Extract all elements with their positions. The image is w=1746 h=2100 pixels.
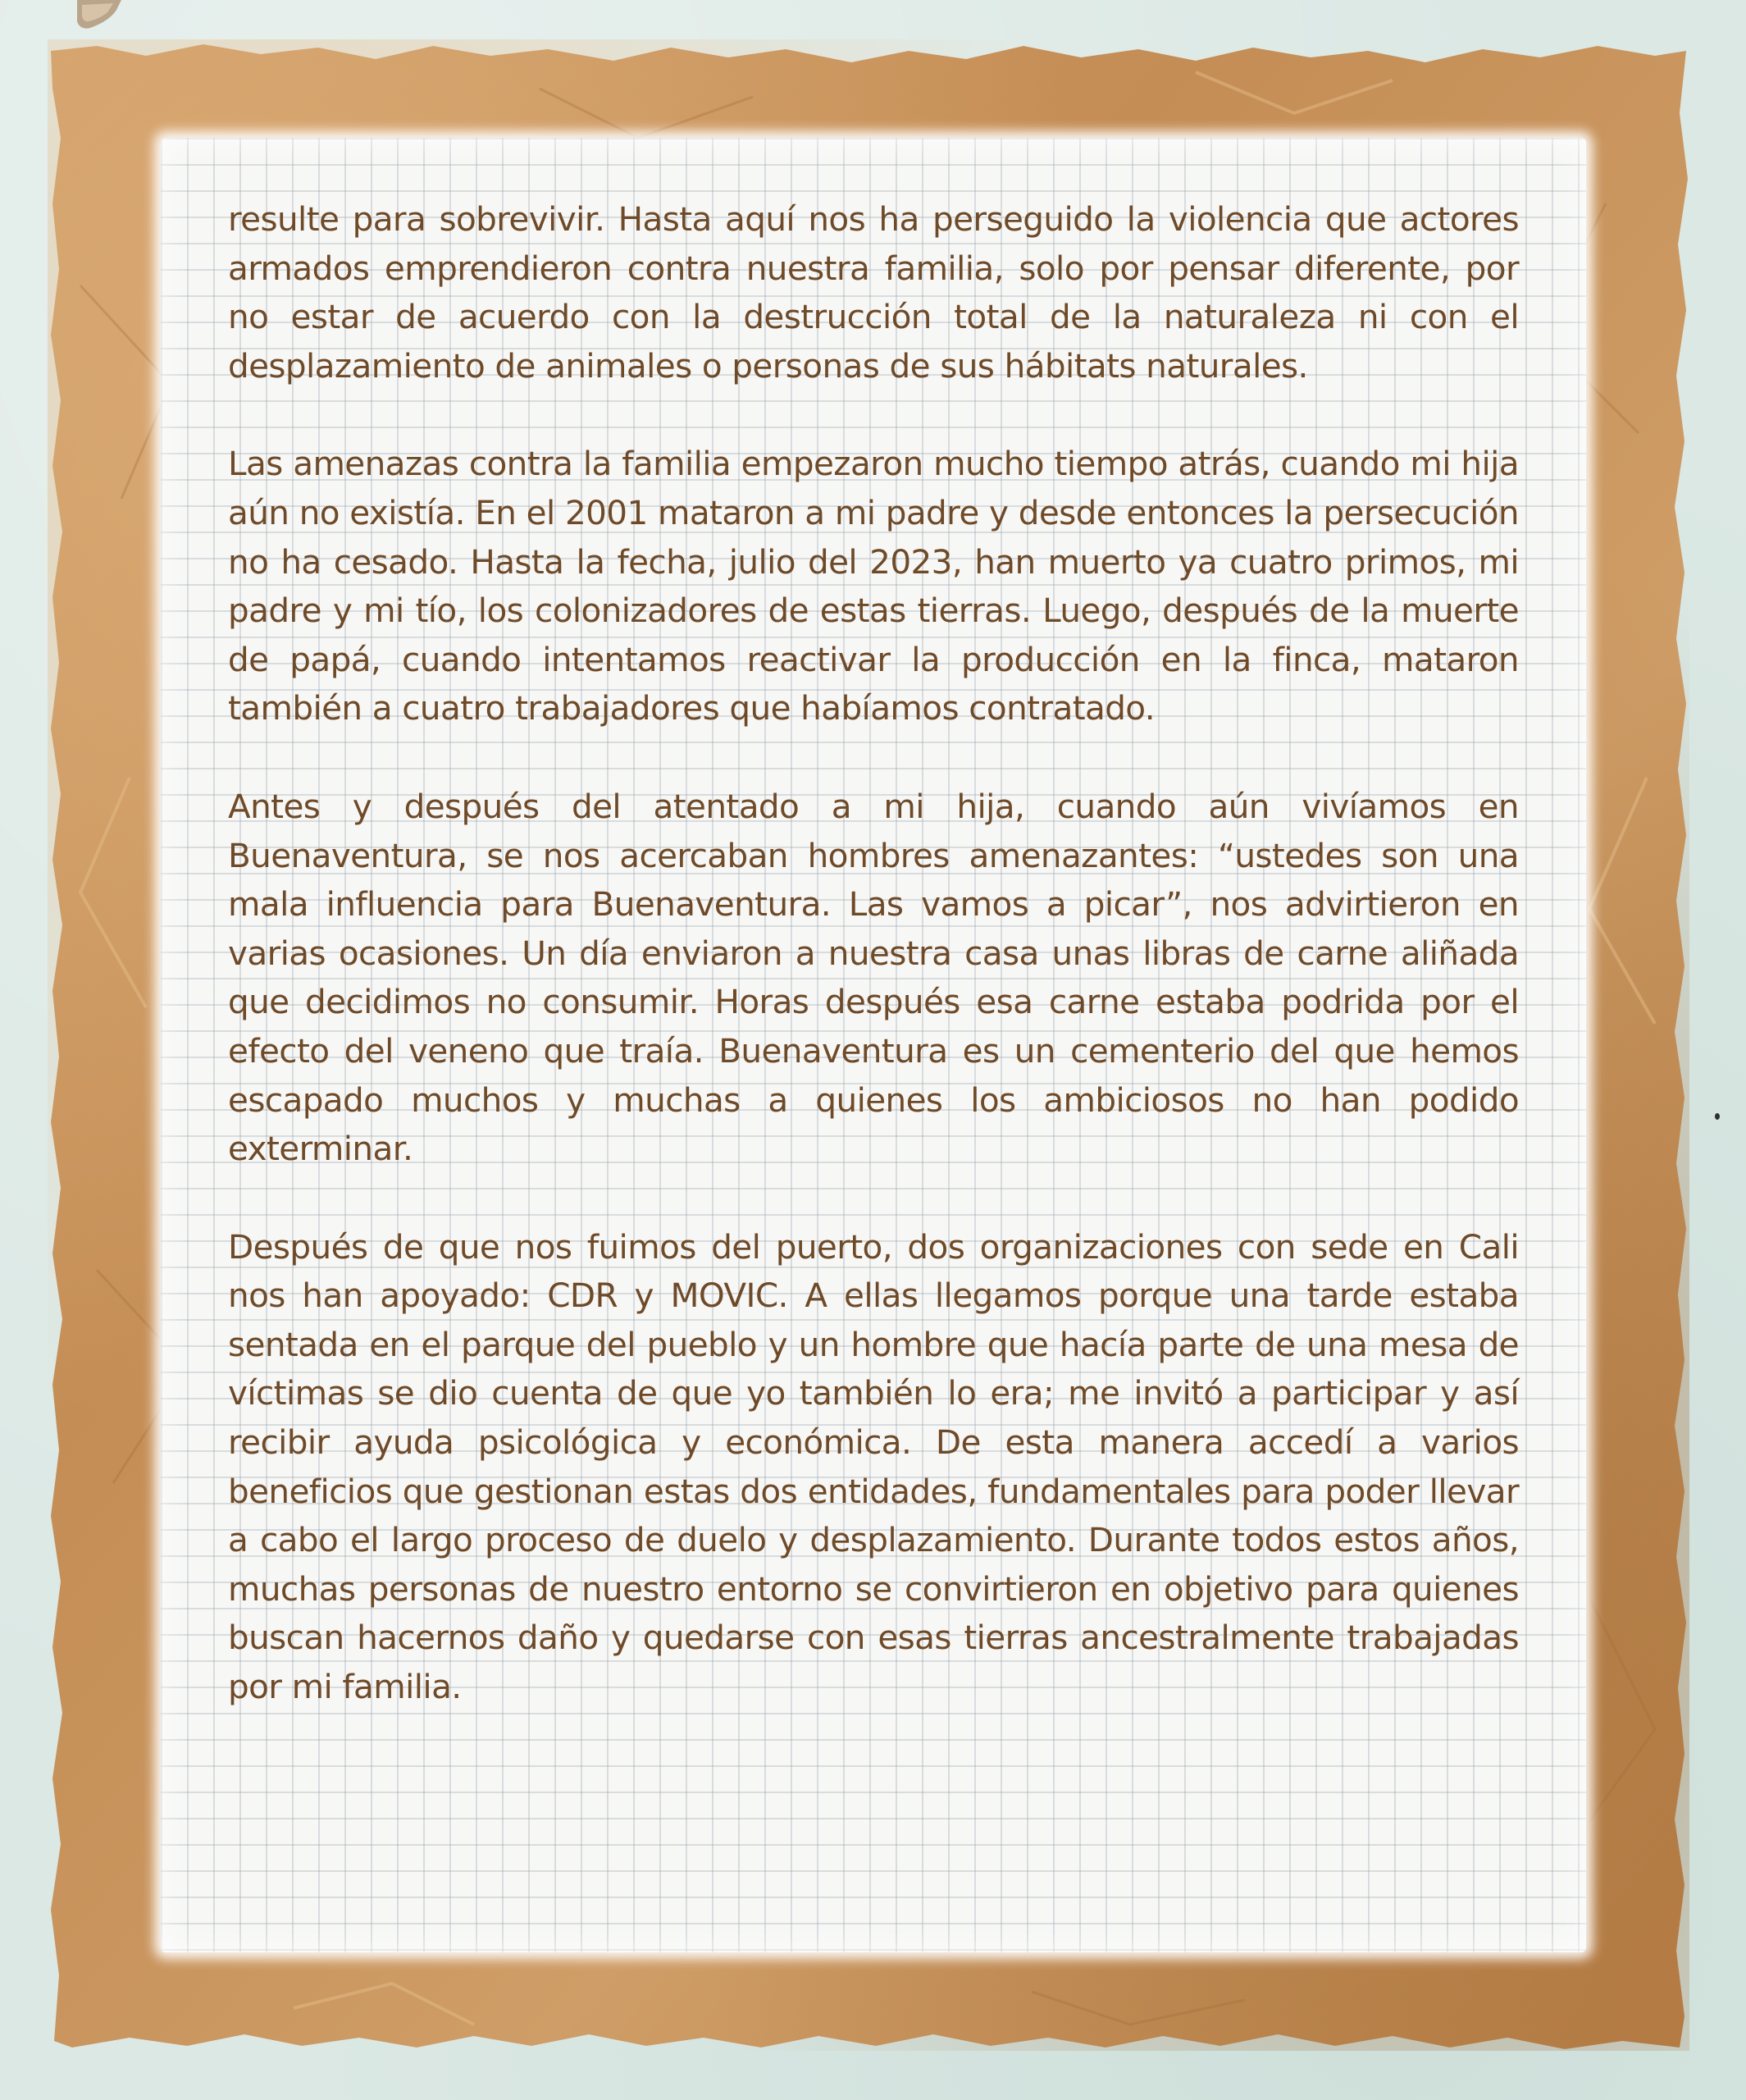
paragraph-4: Después de que nos fuimos del puerto, dos organizaciones con sede en Cali nos han apoyado: CDR y MOVIC. A ellas llegamos porque una tarde estaba sentada en el parque del pueblo y un hombre que hacía parte de una mesa de víctimas se dio cuenta de que yo también lo era; me invitó a participar y así recibir ayuda psicológica y económica. De esta manera accedí a varios beneficios que gestionan estas dos entidades, fundamentales para poder llevar a cabo el largo proceso de duelo y desplazamiento. Durante todos estos años, muchas personas de nuestro entorno se convirtieron en objetivo para quienes buscan hacernos daño y quedarse con esas tierras ancestralmente trabajadas por mi familia. [228, 1226, 1519, 1707]
paragraph-3: Antes y después del atentado a mi hija, cuando aún vivíamos en Buenaventura, se nos acercaban hombres amenazantes: “ustedes son una mala influencia para Buenaventura. Las vamos a picar”, nos advirtieron en varias ocasiones. Un día enviaron a nuestra casa unas libras de carne aliñada que decidimos no consumir. Horas después esa carne estaba podrida por el efecto del veneno que traía. Buenaventura es un cementerio del que hemos escapado muchos y muchas a quienes los ambiciosos no han podido exterminar. [228, 786, 1519, 1169]
paragraph-2: Las amenazas contra la familia empezaron mucho tiempo atrás, cuando mi hija aún no existía. En el 2001 mataron a mi padre y desde entonces la persecución no ha cesado. Hasta la fecha, julio del 2023, han muerto ya cuatro primos, mi padre y mi tío, los colonizadores de estas tierras. Luego, después de la muerte de papá, cuando intentamos reactivar la producción en la finca, mataron también a cuatro trabajadores que habíamos contratado. [228, 444, 1519, 728]
document-text [228, 195, 1519, 1761]
corner-paper-scrap [75, 0, 123, 33]
paragraph-1: resulte para sobrevivir. Hasta aquí nos ha perseguido la violencia que actores armados emprendieron contra nuestra familia, solo por pensar diferente, por no estar de acuerdo con la destrucción total de la naturaleza ni con el desplazamiento de animales o personas de sus hábitats naturales. [228, 199, 1519, 386]
ink-speck [1715, 1113, 1720, 1120]
